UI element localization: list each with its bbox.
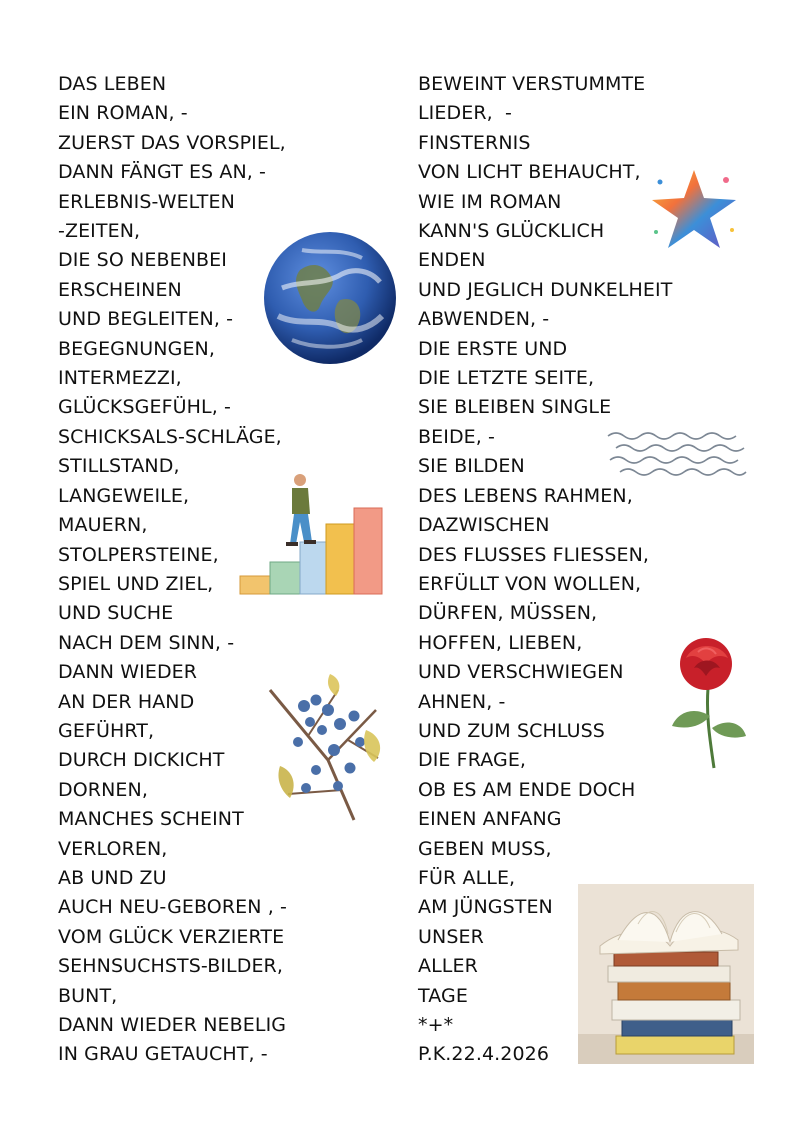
poem-line: DANN WIEDER [58, 661, 198, 684]
poem-line: WIE IM ROMAN [418, 190, 562, 213]
poem-line: ERSCHEINEN [58, 278, 182, 301]
poem-line: GEBEN MUSS, [418, 837, 552, 860]
poem-line: UND JEGLICH DUNKELHEIT [418, 278, 673, 301]
poem-line: ENDEN [418, 249, 486, 272]
poem-line: BEGEGNUNGEN, [58, 337, 216, 360]
poem-line: DÜRFEN, MÜSSEN, [418, 602, 598, 625]
poem-line: UND BEGLEITEN, - [58, 308, 234, 331]
poem-line: STOLPERSTEINE, [58, 543, 219, 566]
poem-line: MAUERN, [58, 514, 148, 537]
poem-line: SEHNSUCHSTS-BILDER, [58, 955, 283, 978]
poem-line: DAS LEBEN [58, 73, 167, 95]
poem-line: SCHICKSALS-SCHLÄGE, [58, 425, 282, 448]
wavy-lines-icon [606, 428, 748, 480]
poem-line: ERLEBNIS-WELTEN [58, 190, 235, 213]
poem-line: FINSTERNIS [418, 131, 531, 154]
poem-line: AUCH NEU-GEBOREN , - [58, 896, 287, 919]
poem-line: INTERMEZZI, [58, 367, 182, 390]
poem-line: LANGEWEILE, [58, 484, 190, 507]
poem-line: UND SUCHE [58, 602, 174, 625]
poem-line: *+* [418, 1014, 454, 1036]
poem-line: EINEN ANFANG [418, 808, 562, 831]
poem-line: DES LEBENS RAHMEN, [418, 484, 633, 507]
poem-line: AM JÜNGSTEN [418, 896, 553, 919]
poem-line: SIE BILDEN [418, 455, 525, 478]
poem-line: DIE FRAGE, [418, 749, 527, 772]
poem-line: TAGE [418, 984, 468, 1007]
poem-line: MANCHES SCHEINT [58, 808, 244, 831]
poem-line: AHNEN, - [418, 690, 506, 713]
poem-line: P.K.22.4.2026 [418, 1043, 550, 1066]
poem-line: VOM GLÜCK VERZIERTE [58, 925, 285, 948]
poem-line: ABWENDEN, - [418, 308, 550, 331]
poem-line: OB ES AM ENDE DOCH [418, 778, 636, 801]
poem-line: DIE SO NEBENBEI [58, 249, 227, 272]
poem-line: VERLOREN, [58, 837, 168, 860]
poem-line: ERFÜLLT VON WOLLEN, [418, 572, 642, 595]
stacked-books-icon [578, 884, 754, 1064]
climbing-stairs-icon [236, 470, 386, 596]
poem-line: KANN'S GLÜCKLICH [418, 220, 605, 243]
poem-line: ALLER [418, 955, 478, 978]
poem-line: ZUERST DAS VORSPIEL, [58, 131, 286, 154]
poem-line: AB UND ZU [58, 866, 167, 889]
poem-line: AN DER HAND [58, 690, 195, 713]
poem-line: IN GRAU GETAUCHT, - [58, 1043, 268, 1066]
poem-line: SPIEL UND ZIEL, [58, 572, 214, 595]
watercolor-star-icon [646, 166, 742, 252]
red-rose-icon [664, 636, 748, 772]
poem-line: VON LICHT BEHAUCHT, [418, 161, 641, 184]
poem-line: BEIDE, - [418, 425, 496, 448]
poem-line: UND VERSCHWIEGEN [418, 661, 624, 684]
poem-line: DIE ERSTE UND [418, 337, 568, 360]
poem-line: UND ZUM SCHLUSS [418, 719, 605, 742]
poem-line: DES FLUSSES FLIESSEN, [418, 543, 650, 566]
poem-line: LIEDER, - [418, 102, 513, 125]
poem-line: SIE BLEIBEN SINGLE [418, 396, 612, 419]
poem-line: EIN ROMAN, - [58, 102, 188, 125]
poem-line: UNSER [418, 925, 484, 948]
juniper-branch-icon [258, 670, 390, 830]
earth-globe-icon [262, 230, 398, 366]
poem-line: BEWEINT VERSTUMMTE [418, 73, 646, 95]
poem-line: GEFÜHRT, [58, 719, 155, 742]
poem-line: HOFFEN, LIEBEN, [418, 631, 583, 654]
poem-line: DIE LETZTE SEITE, [418, 367, 595, 390]
poem-line: GLÜCKSGEFÜHL, - [58, 396, 231, 419]
poem-line: STILLSTAND, [58, 455, 180, 478]
poem-line: DANN WIEDER NEBELIG [58, 1014, 287, 1036]
poem-line: NACH DEM SINN, - [58, 631, 235, 654]
poem-line: DANN FÄNGT ES AN, - [58, 161, 266, 184]
poem-line: DORNEN, [58, 778, 148, 801]
poem-line: FÜR ALLE, [418, 866, 516, 889]
poem-line: -ZEITEN, [58, 220, 141, 243]
poem-line: DAZWISCHEN [418, 514, 550, 537]
poem-line: DURCH DICKICHT [58, 749, 225, 772]
poem-line: BUNT, [58, 984, 118, 1007]
